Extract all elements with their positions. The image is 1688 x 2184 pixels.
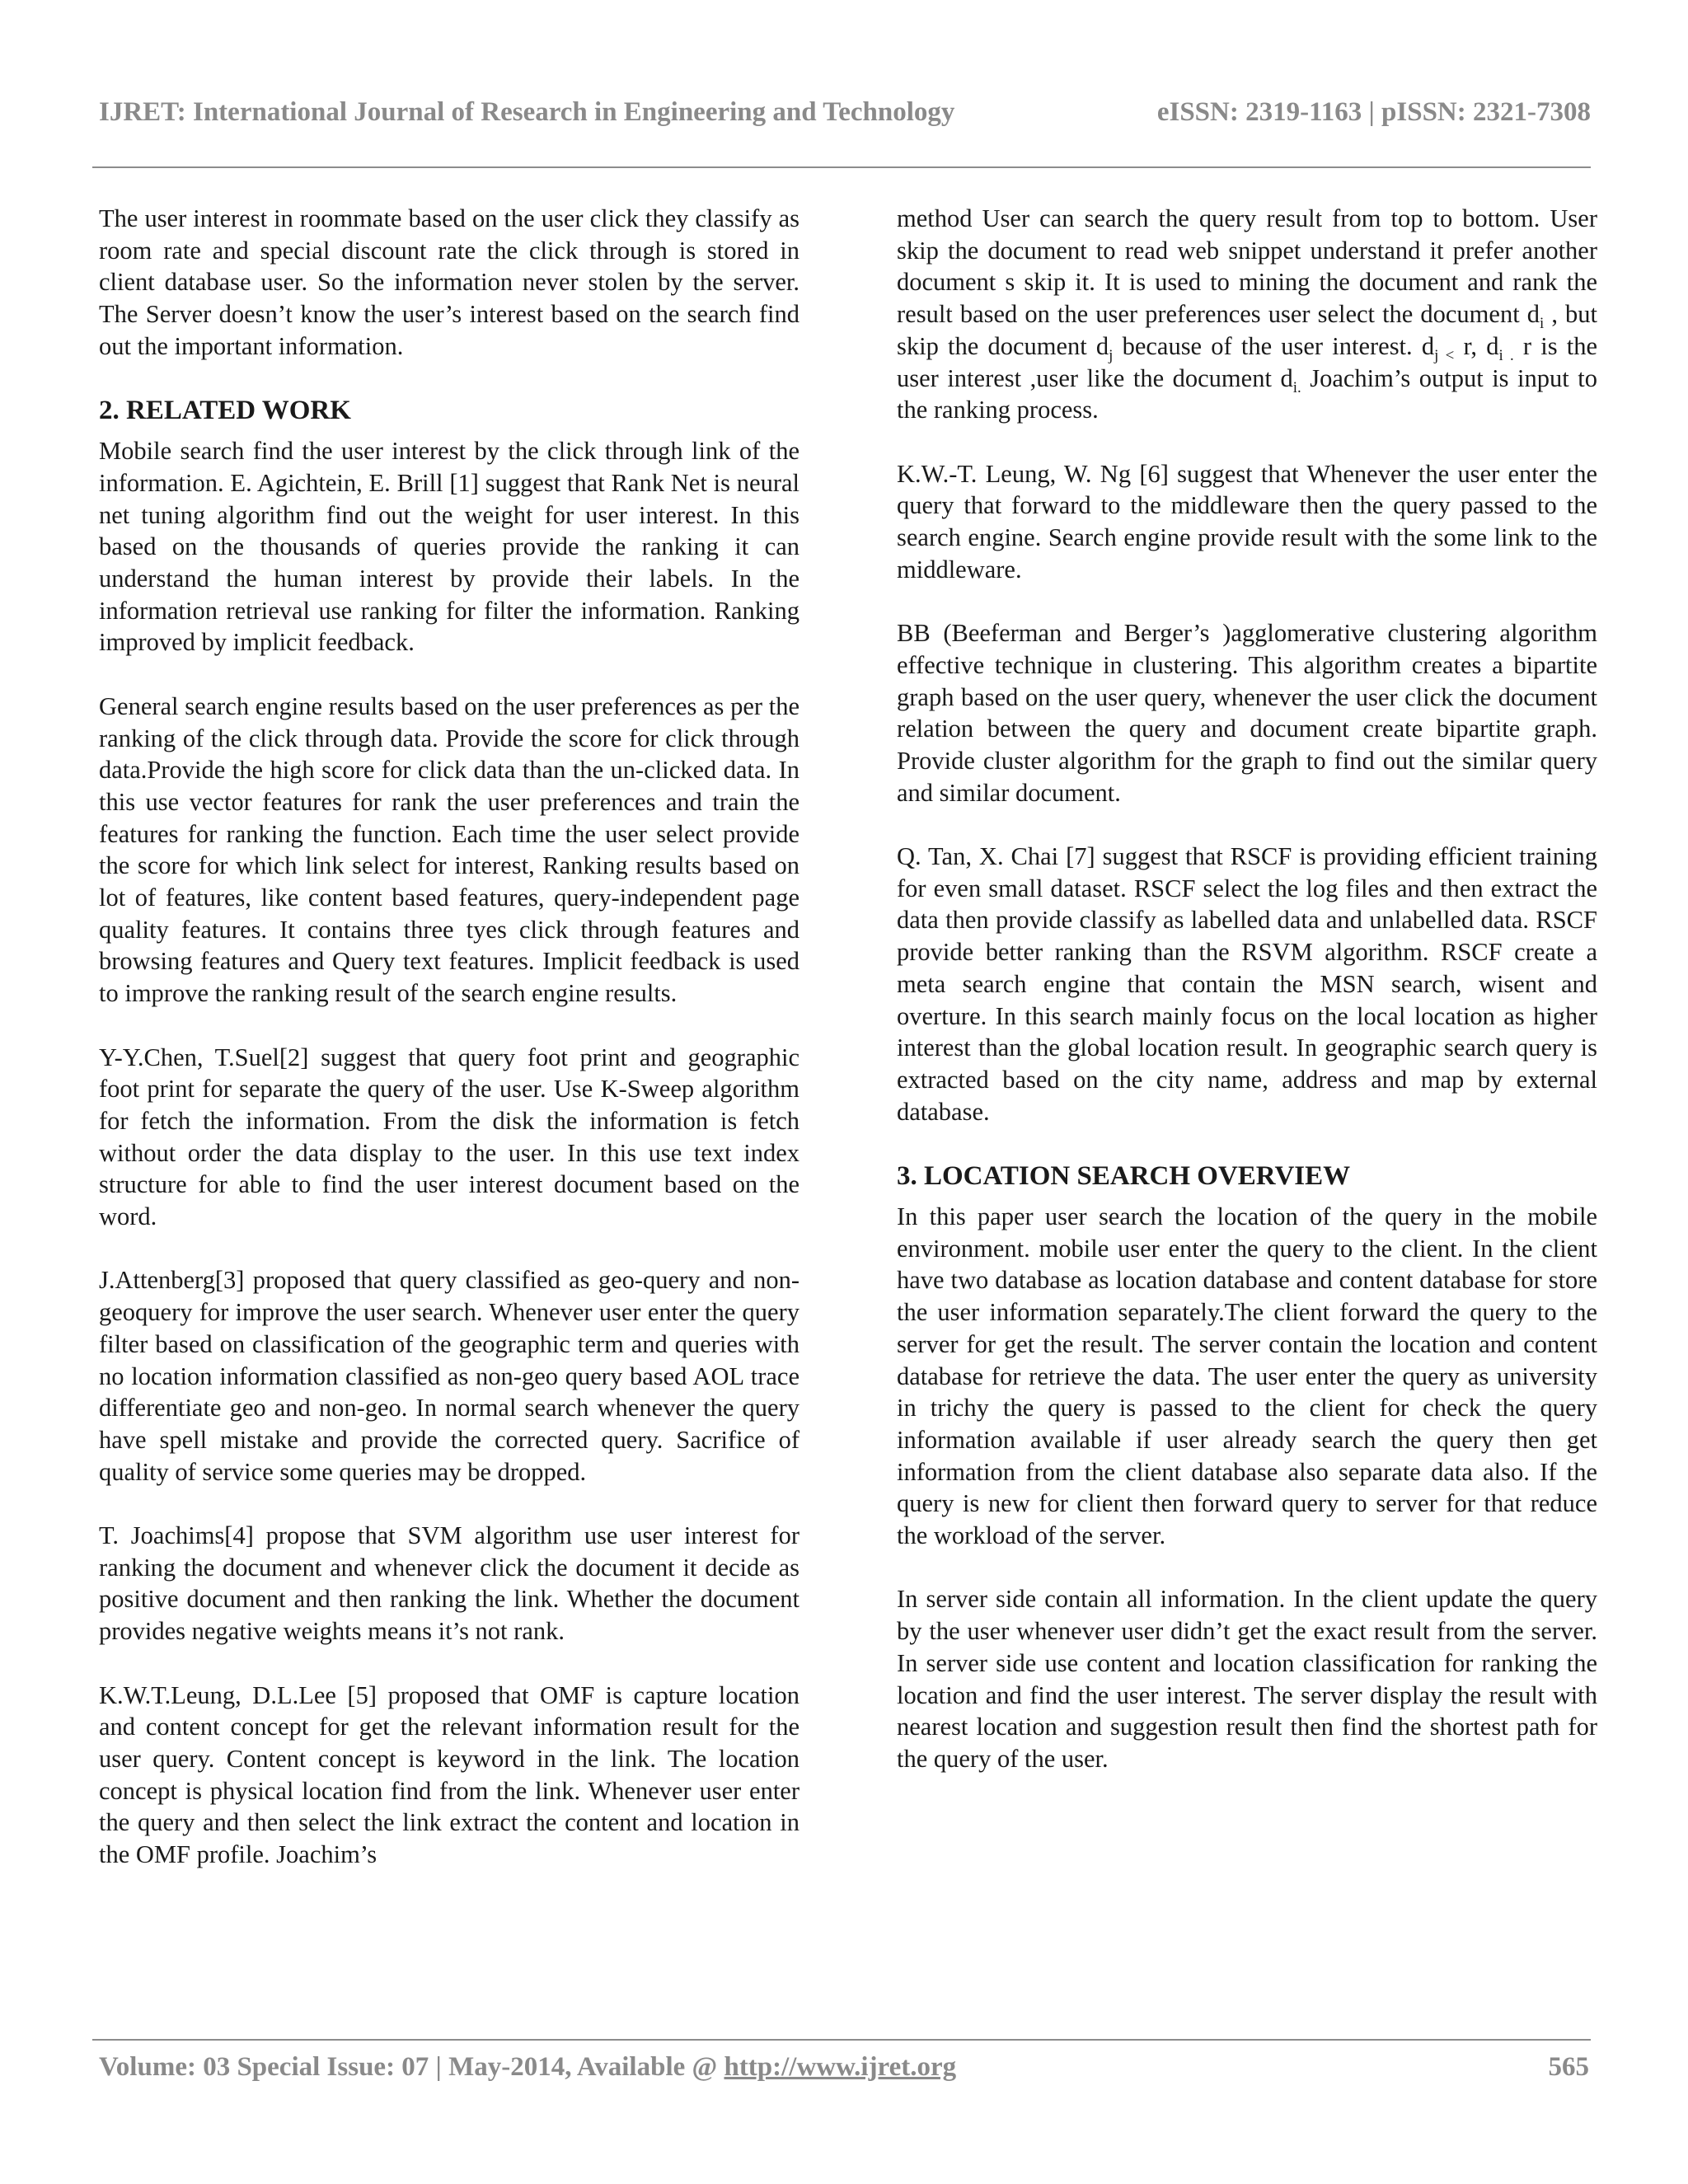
running-header	[97, 97, 1591, 138]
subscript: i .	[1498, 346, 1514, 364]
issn-label: eISSN: 2319-1163 | pISSN: 2321-7308	[1156, 97, 1591, 127]
paragraph: J.Attenberg[3] proposed that query classified as geo-query and non-geoquery for improve the user search. Whenever user enter the query filter based on classification of the geographic term and queries with no location information classified as non-geo query based AOL trace differentiate geo and non-geo. In normal search whenever the query have spell mistake and provide the corrected query. Sacrifice of quality of service some queries may be dropped.	[99, 1266, 799, 1486]
paragraph: Y-Y.Chen, T.Suel[2] suggest that query foot print and geographic foot print for separate the query of the user. Use K-Sweep algorithm for fetch the information. From the disk the information is fetch without order the data display to the user. In this use text index structure for able to find the user interest document based on the word.	[99, 1043, 799, 1231]
subscript: i	[1539, 315, 1545, 333]
paragraph: Mobile search find the user interest by the click through link of the information. E. Agichtein, E. Brill [1] suggest that Rank Net is neural net tuning algorithm find out the weight for user interest. In this based on the thousands of queries provide the ranking it can understand the human interest by provide their labels. In the information retrieval use ranking for filter the information. Ranking improved by implicit feedback.	[99, 437, 799, 657]
paragraph: BB (Beeferman and Berger’s )agglomerative clustering algorithm effective technique in clustering. This algorithm creates a bipartite graph based on the user query, whenever the user click the document relation between the query and document create bipartite graph. Provide cluster algorithm for the graph to find out the similar query and similar document.	[897, 619, 1597, 807]
header-divider	[92, 166, 1591, 168]
subscript: j	[1109, 346, 1114, 364]
paragraph: In this paper user search the location of the query in the mobile environment. mobile user enter the query to the client. In the client have two database as location database and content database for store the user information separately.The client forward the query to the server for get the result. The server contain the location and content database for retrieve the data. The user enter the query as university in trichy the query is passed to the client for check the query information available if user already search the query then get information from the client database also separate data also. If the query is new for client then forward query to server for that reduce the workload of the server.	[897, 1202, 1597, 1550]
paragraph: K.W.-T. Leung, W. Ng [6] suggest that Whenever the user enter the query that forward to the middleware then the query passed to the search engine. Search engine provide result with the some link to the middleware.	[897, 459, 1597, 583]
paragraph: General search engine results based on the user preferences as per the ranking of the click through data. Provide the score for click through data.Provide the high score for click data than the un-clicked data. In this use vector features for rank the user preferences and train the features for ranking the function. Each time the user select provide the score for which link select for interest, Ranking results based on lot of features, like content based features, query-independent page quality features. It contains three tyes click through features and browsing features and Query text features. Implicit feedback is used to improve the ranking result of the search engine results.	[99, 691, 799, 1008]
running-footer	[99, 2052, 1589, 2093]
continued-paragraph: method User can search the query result from top to bottom. User skip the document to read web snippet understand it prefer another document s skip it. It is used to mining the document and rank the result based on the user preferences user select the document $d_i$ , but skip the document $d_j$ because of the user interest. $d_{j <}$ r, $d_{i .}$ r is the user interest ,user like the document $d_{i.}$ Joachim’s output is input to the ranking process.	[897, 204, 1598, 424]
subscript: j <	[1434, 346, 1455, 364]
volume-info: Volume: 03 Special Issue: 07 | May-2014, Available @ http://www.ijret.org	[99, 2052, 957, 2082]
subscript: i.	[1292, 378, 1301, 396]
paragraph: In server side contain all information. In the client update the query by the user whenever user didn’t get the exact result from the server. In server side use content and location classification for ranking the location and find the user interest. The server display the result with nearest location and suggestion result then find the shortest path for the query of the user.	[897, 1585, 1597, 1773]
page-number: 565	[1548, 2052, 1589, 2082]
footer-divider	[92, 2039, 1591, 2041]
paragraph: Q. Tan, X. Chai [7] suggest that RSCF is providing efficient training for even small dataset. RSCF select the log files and then extract the data then provide classify as labelled data and unlabelled data. RSCF provide better ranking than the RSVM algorithm. RSCF create a meta search engine that contain the MSN search, wisent and overture. In this search mainly focus on the local location as higher interest than the global location result. In geographic search query is extracted based on the city name, address and map by external database.	[897, 842, 1597, 1126]
journal-title: IJRET: International Journal of Research in Engineering and Technology	[99, 97, 955, 127]
section-heading-location-search: 3. LOCATION SEARCH OVERVIEW	[897, 1161, 1351, 1192]
paragraph: T. Joachims[4] propose that SVM algorithm use user interest for ranking the document and whenever click the document it decide as positive document and then ranking the link. Whether the document provides negative weights means it’s not rank.	[99, 1521, 799, 1646]
left-column	[99, 203, 799, 1871]
paragraph: K.W.T.Leung, D.L.Lee [5] proposed that OMF is capture location and content concept for get the relevant information result for the user query. Content concept is keyword in the link. The location concept is physical location find from the link. Whenever user enter the query and then select the link extract the content and location in the OMF profile. Joachim’s	[99, 1680, 799, 1869]
right-column	[897, 203, 1597, 1807]
journal-link[interactable]: http://www.ijret.org	[724, 2052, 957, 2082]
intro-paragraph: The user interest in roommate based on the user click they classify as room rate and special discount rate the click through is stored in client database user. So the information never stolen by the server. The Server doesn’t know the user’s interest based on the search find out the important information.	[99, 204, 799, 360]
section-heading-related-work: 2. RELATED WORK	[99, 396, 351, 426]
